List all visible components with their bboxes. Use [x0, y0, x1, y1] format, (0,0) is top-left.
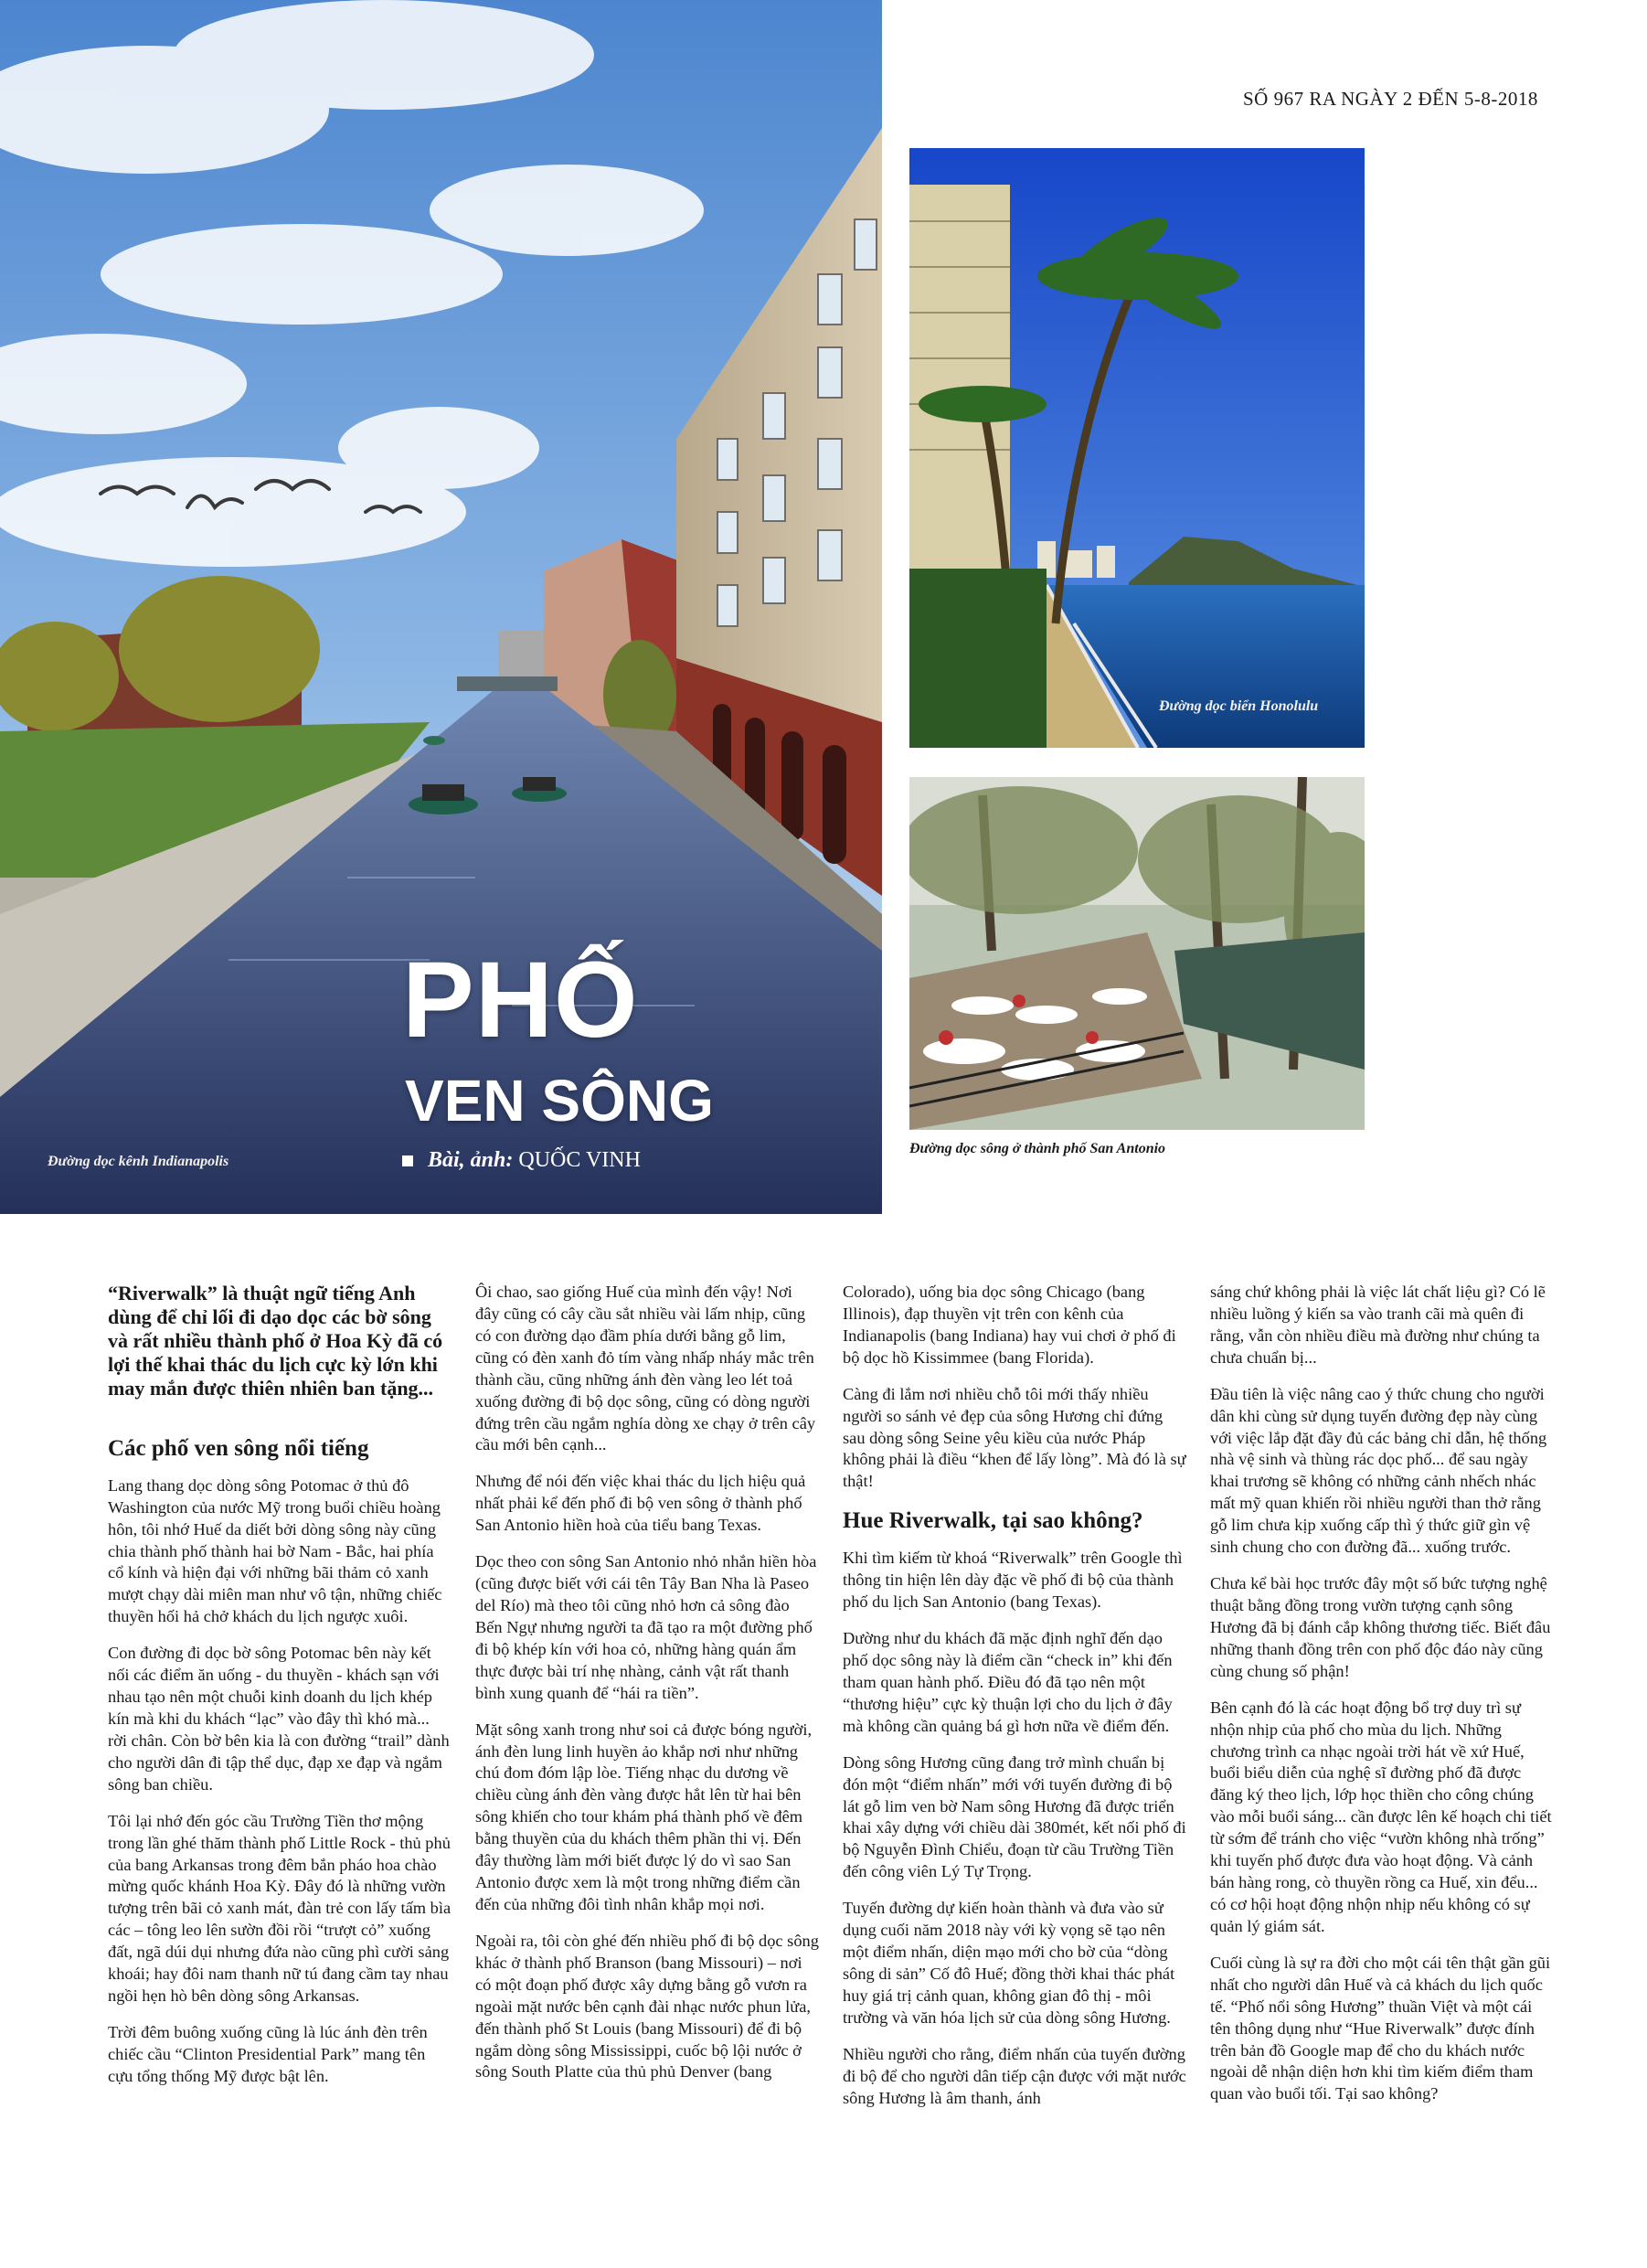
paragraph: Dọc theo con sông San Antonio nhỏ nhắn hiền hòa (cũng được biết với cái tên Tây Ban Nha là Paseo del Río) mà theo tôi cũng nhỏ hơn cả sông đào Bến Ngự nhưng người ta đã tạo ra một đường phố đi bộ khép kín với hoa cỏ, những hàng quán ẩm thực được bài trí nhẹ nhàng, cảnh vật rất thanh bình xung quanh để “hái ra tiền”. [475, 1552, 817, 1702]
article-column-4 [1210, 1282, 1554, 2120]
paragraph: Ngoài ra, tôi còn ghé đến nhiều phố đi bộ dọc sông khác ở thành phố Branson (bang Missouri) – nơi có một đoạn phố được xây dựng bằng gỗ vươn ra ngoài mặt nước bên cạnh đài nhạc nước phun lửa, đến thành phố St Louis (bang Missouri) để đi bộ ngắm dòng sông Mississippi, cuốc bộ lội nước ở sông South Platte của thủ phủ Denver (bang [475, 1931, 819, 2082]
sanantonio-illustration [909, 777, 1365, 1130]
paragraph: Chưa kể bài học trước đây một số bức tượng nghệ thuật bằng đồng trong vườn tượng cạnh sông Hương đã bị đánh cắp không thương tiếc. Biết đâu những thanh đồng trên con phố độc đáo này cũng cùng chung số phận! [1210, 1574, 1551, 1680]
paragraph: Cuối cùng là sự ra đời cho một cái tên thật gần gũi nhất cho người dân Huế và cả khách du lịch quốc tế. “Phố nổi sông Hương” thuần Việt và một cái tên thông dụng như “Hue Riverwalk” được đính trên bản đồ Google map để cho du khách nước ngoài dễ nhận diện hơn khi tìm kiếm điểm tham quan vào buổi tối. Tại sao không? [1210, 1953, 1551, 2103]
article-column-3 [843, 1282, 1186, 2124]
section-heading-hue-riverwalk: Hue Riverwalk, tại sao không? [843, 1508, 1143, 1534]
photo-honolulu [909, 148, 1365, 748]
bullet-square-icon [402, 1155, 413, 1166]
paragraph: Mặt sông xanh trong như soi cả được bóng người, ánh đèn lung linh huyền ảo khắp nơi như những chú đom đóm lập lòe. Tiếng nhạc du dương về chiều cùng ánh đèn vàng được hắt lên từ hai bên sông khiến cho tour khám phá thành phố về đêm bằng thuyền của du khách thêm phần thi vị. Đến đây thường làm mới biết được lý do vì sao San Antonio được xem là một trong những điểm cần đến của những đôi tình nhân khắp mọi nơi. [475, 1720, 813, 1913]
paragraph: Dường như du khách đã mặc định nghĩ đến dạo phố dọc sông này là điểm cần “check in” khi đến tham quan hành phố. Điều đó đã tạo nên một “thương hiệu” cực kỳ thuận lợi cho du lịch ở đây mà không cần quảng bá gì hơn nữa về điểm đến. [843, 1629, 1173, 1735]
photo-sanantonio [909, 777, 1365, 1130]
article-column-2 [475, 1282, 819, 2098]
section-heading-famous-riverwalks: Các phố ven sông nổi tiếng [108, 1435, 369, 1461]
paragraph: Ôi chao, sao giống Huế của mình đến vậy! Nơi đây cũng có cây cầu sắt nhiều vài lấm nhịp, cũng có con đường dạo đầm phía dưới bằng gỗ lim, cũng có đèn xanh đỏ tím vàng nhấp nháy mắc trên thành cầu, cũng những ánh đèn vàng leo lét toả xuống đường đi bộ dọc sông, cũng có dòng người đứng trên cầu ngắm nghía dòng xe chạy ở trên cây cầu mới bên cạnh... [475, 1283, 816, 1454]
caption-honolulu: Đường dọc biển Honolulu [1159, 698, 1319, 714]
paragraph: Lang thang dọc dòng sông Potomac ở thủ đô Washington của nước Mỹ trong buổi chiều hoàng hôn, tôi nhớ Huế da diết bởi dòng sông này cũng chia thành phố thành hai bờ Nam - Bắc, hai phía cổ kính và hiện đại với những bãi thảm cỏ xanh mượt chạy dài miên man như vô tận, những chiếc thuyền hối hả chở khách du lịch ngược xuôi. [108, 1475, 442, 1626]
paragraph: Càng đi lắm nơi nhiều chỗ tôi mới thấy nhiều người so sánh vẻ đẹp của sông Hương chỉ đứng sau dòng sông Seine yêu kiều của nước Pháp không phải là điều “khen để lấy lòng”. Mà đó là sự thật! [843, 1384, 1186, 1491]
byline [402, 1148, 641, 1173]
paragraph: Nhưng để nói đến việc khai thác du lịch hiệu quả nhất phải kể đến phố đi bộ ven sông ở thành phố San Antonio hiền hoà của tiểu bang Texas. [475, 1472, 806, 1535]
paragraph: Khi tìm kiếm từ khoá “Riverwalk” trên Google thì thông tin hiện lên dày đặc về phố đi bộ của thành phố du lịch San Antonio (bang Texas). [843, 1549, 1183, 1612]
article-column-1 [108, 1282, 452, 2103]
caption-sanantonio: Đường dọc sông ở thành phố San Antonio [909, 1141, 1166, 1156]
article-title-line2: VEN SÔNG [405, 1068, 714, 1134]
honolulu-illustration [909, 148, 1365, 748]
paragraph: Nhiều người cho rằng, điểm nhấn của tuyến đường đi bộ để cho người dân tiếp cận được với mặt nước sông Hương là âm thanh, ánh [843, 2044, 1186, 2107]
article-title-line1: PHỐ [402, 940, 639, 1060]
paragraph: Con đường đi dọc bờ sông Potomac bên này kết nối các điểm ăn uống - du thuyền - khách sạn với nhau tạo nên một chuỗi kinh doanh du lịch khép kín mà khi du khách “lạc” vào đây thì khó mà... rời chân. Còn bờ bên kia là con đường “trail” dành cho người dân đi tập thể dục, đạp xe đạp và ngắm sông ban chiều. [108, 1644, 450, 1794]
paragraph: sáng chứ không phải là việc lát chất liệu gì? Có lẽ nhiều luồng ý kiến sa vào tranh cãi mà quên đi rằng, vẫn còn nhiều điều mà đường như chúng ta chưa chuẩn bị... [1210, 1283, 1546, 1367]
caption-indianapolis: Đường dọc kênh Indianapolis [48, 1154, 229, 1169]
paragraph: Colorado), uống bia dọc sông Chicago (bang Illinois), đạp thuyền vịt trên con kênh của Indianapolis (bang Indiana) hay vui chơi ở phố đi bộ dọc hồ Kissimmee (bang Florida). [843, 1283, 1176, 1367]
paragraph: Bên cạnh đó là các hoạt động bổ trợ duy trì sự nhộn nhịp của phố cho mùa du lịch. Những chương trình ca nhạc ngoài trời hát về xứ Huế, buổi biểu diễn của nghệ sĩ đường phố đã được đăng ký theo lịch, lớp học thiền cho công chúng vào mỗi buổi sáng... cần được lên kế hoạch chi tiết từ sớm để tránh cho việc “vườn không nhà trống” khi tuyến phố được đưa vào hoạt động. Và cảnh bán hàng rong, cò thuyền rồng ca Huế, xin đểu... có cơ hội hoạt động nhộn nhịp nếu không có sự quản lý giám sát. [1210, 1698, 1552, 1935]
paragraph: Tuyến đường dự kiến hoàn thành và đưa vào sử dụng cuối năm 2018 này với kỳ vọng sẽ tạo nên một điểm nhấn, diện mạo mới cho bờ của “dòng sông di sản” Cố đô Huế; đồng thời khai thác phát huy giá trị cảnh quan, không gian đô thị - môi trường và văn hóa lịch sử của dòng sông Hương. [843, 1899, 1175, 2027]
paragraph: Trời đêm buông xuống cũng là lúc ánh đèn trên chiếc cầu “Clinton Presidential Park” mang tên cựu tổng thống Mỹ được bật lên. [108, 2022, 428, 2085]
paragraph: Tôi lại nhớ đến góc cầu Trường Tiền thơ mộng trong lần ghé thăm thành phố Little Rock - thủ phủ của bang Arkansas trong đêm bắn pháo hoa chào mừng quốc khánh Hoa Kỳ. Đây đó là những vườn tượng trên bãi cỏ xanh mát, đàn trẻ con lấy tấm bìa các – tông leo lên sườn đồi rồi “trượt cỏ” xuống đất, ngã dúi dụi nhưng đứa nào cũng phì cười sảng khoái; hay đôi nam thanh nữ tú đang cầm tay nhau ngồi hẹn hò bên dòng sông Arkansas. [108, 1811, 452, 2006]
byline-role: Bài, ảnh: [428, 1148, 514, 1172]
issue-line: SỐ 967 RA NGÀY 2 ĐẾN 5-8-2018 [1243, 88, 1538, 110]
byline-author: QUỐC VINH [518, 1148, 641, 1172]
article-lead: “Riverwalk” là thuật ngữ tiếng Anh dùng để chỉ lối đi dạo dọc các bờ sông và rất nhiều thành phố ở Hoa Kỳ đã có lợi thế khai thác du lịch cực kỳ lớn khi may mắn được thiên nhiên ban tặng... [108, 1282, 443, 1400]
paragraph: Đầu tiên là việc nâng cao ý thức chung cho người dân khi cùng sử dụng tuyến đường đẹp này cùng với việc lắp đặt đầy đủ các bảng chỉ dẫn, hệ thống nhà vệ sinh và thùng rác dọc phố... để sau ngày khai trương sẽ không có những cảnh nhếch nhác mất mỹ quan khiến rồi nhiều người than thở rằng gỗ lim chưa kịp xuống cấp thì ý thức giữ gìn vệ sinh chung cho con đường đã... xuống trước. [1210, 1384, 1547, 1557]
paragraph: Dòng sông Hương cũng đang trở mình chuẩn bị đón một “điểm nhấn” mới với tuyến đường đi bộ lát gỗ lim ven bờ Nam sông Hương đã được triển khai xây dựng với chiều dài 380mét, kết nối phố đi bộ Nguyễn Đình Chiểu, đoạn từ cầu Trường Tiền đến công viên Lý Tự Trọng. [843, 1752, 1186, 1881]
